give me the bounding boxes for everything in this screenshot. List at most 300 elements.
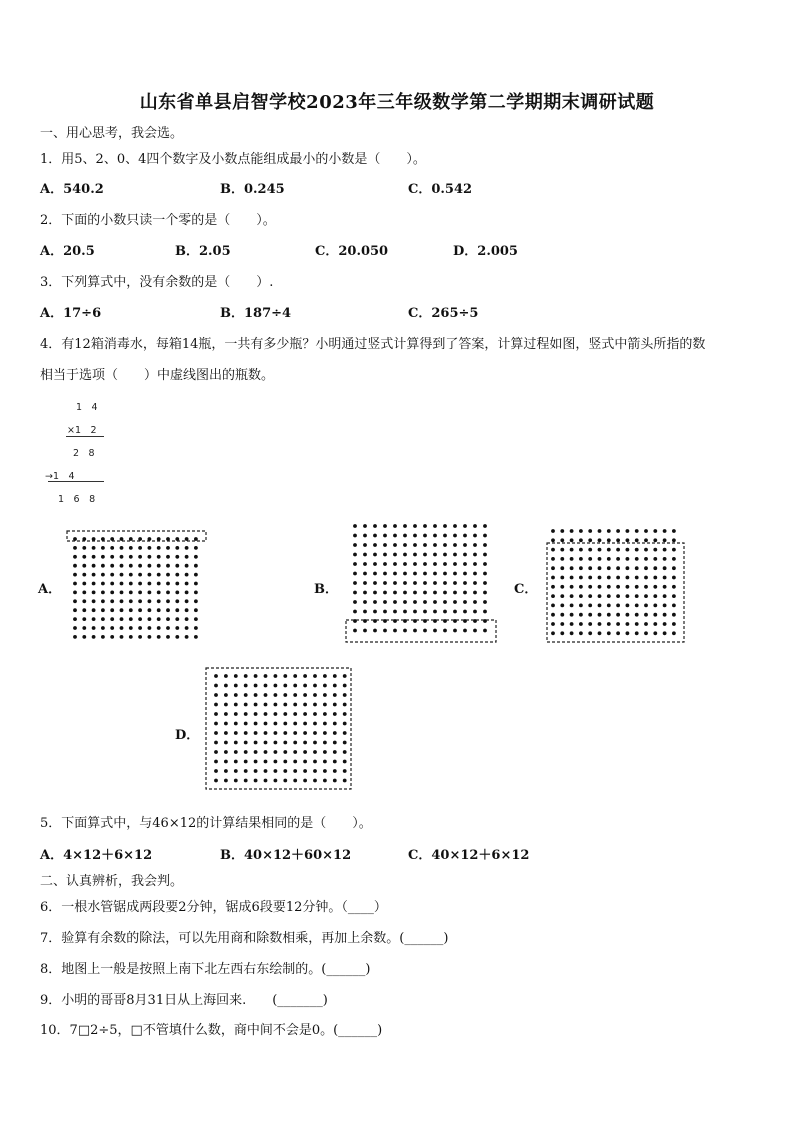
bottle-dot [92, 537, 96, 541]
bottle-dot [138, 546, 142, 550]
bottle-dot [672, 585, 676, 589]
bottle-dot [148, 591, 152, 595]
bottle-dot [120, 537, 124, 541]
dot-grid-b-svg [343, 520, 499, 646]
bottle-dot [598, 566, 602, 570]
bottle-dot [157, 537, 161, 541]
bottle-dot [92, 608, 96, 612]
bottle-dot [82, 546, 86, 550]
bottle-dot [363, 591, 367, 595]
bottle-dot [303, 674, 307, 678]
bottle-dot [254, 712, 258, 716]
bottle-dot [254, 684, 258, 688]
q5-option-a[interactable]: A．4×12＋6×12 [40, 848, 153, 863]
bottle-dot [343, 693, 347, 697]
bottle-dot [570, 622, 574, 626]
bottle-dot [443, 591, 447, 595]
bottle-dot [234, 674, 238, 678]
bottle-dot [588, 613, 592, 617]
dot-grid-option-a [66, 530, 208, 645]
bottle-dot [313, 693, 317, 697]
judge-question-10[interactable]: 10．7□2÷5，□不管填什么数，商中间不会是0。(______) [40, 1023, 383, 1038]
bottle-dot [598, 548, 602, 552]
q4-option-a[interactable]: A． [38, 582, 62, 597]
bottle-dot [175, 591, 179, 595]
bottle-dot [626, 557, 630, 561]
bottle-dot [194, 608, 198, 612]
bottle-dot [644, 557, 648, 561]
bottle-dot [579, 566, 583, 570]
bottle-dot [373, 562, 377, 566]
bottle-dot [264, 760, 268, 764]
bottle-dot [579, 548, 583, 552]
bottle-dot [483, 629, 487, 633]
bottle-dot [579, 604, 583, 608]
bottle-dot [101, 617, 105, 621]
bottle-dot [303, 703, 307, 707]
bottle-dot [274, 731, 278, 735]
bottle-dot [293, 750, 297, 754]
bottle-dot [254, 722, 258, 726]
bottle-dot [672, 566, 676, 570]
bottle-dot [185, 599, 189, 603]
bottle-dot [323, 750, 327, 754]
bottle-dot [185, 582, 189, 586]
bottle-dot [560, 585, 564, 589]
bottle-dot [120, 555, 124, 559]
bottle-dot [148, 564, 152, 568]
bottle-dot [663, 548, 667, 552]
calc-row-1: 1 4 [76, 402, 98, 413]
bottle-dot [551, 566, 555, 570]
q3-option-c[interactable]: C．265÷5 [408, 306, 479, 321]
bottle-dot [92, 591, 96, 595]
bottle-dot [551, 529, 555, 533]
bottle-dot [393, 543, 397, 547]
bottle-dot [616, 604, 620, 608]
bottle-dot [423, 572, 427, 576]
bottle-dot [483, 534, 487, 538]
bottle-dot [274, 693, 278, 697]
bottle-dot [214, 703, 218, 707]
bottle-dot [303, 760, 307, 764]
bottle-dot [453, 562, 457, 566]
bottle-dot [138, 582, 142, 586]
bottle-dot [653, 566, 657, 570]
bottle-dot [570, 631, 574, 635]
bottle-dot [570, 548, 574, 552]
bottle-dot [383, 562, 387, 566]
bottle-dot [644, 594, 648, 598]
bottle-dot [663, 594, 667, 598]
bottle-dot [148, 635, 152, 639]
bottle-dot [579, 631, 583, 635]
bottle-dot [101, 591, 105, 595]
bottle-dot [244, 760, 248, 764]
bottle-dot [244, 684, 248, 688]
bottle-dot [607, 622, 611, 626]
bottle-dot [283, 684, 287, 688]
bottle-dot [635, 566, 639, 570]
bottle-dot [653, 622, 657, 626]
q4-option-c[interactable]: C． [514, 582, 538, 597]
bottle-dot [383, 572, 387, 576]
q4-option-d[interactable]: D． [175, 728, 200, 743]
bottle-dot [393, 572, 397, 576]
bottle-dot [82, 573, 86, 577]
judge-question-6[interactable]: 6．一根水管锯成两段要2分钟，锯成6段要12分钟。（____） [40, 900, 387, 915]
bottle-dot [92, 546, 96, 550]
bottle-dot [274, 769, 278, 773]
bottle-dot [224, 760, 228, 764]
bottle-dot [644, 538, 648, 542]
bottle-dot [635, 613, 639, 617]
bottle-dot [403, 534, 407, 538]
bottle-dot [607, 557, 611, 561]
bottle-dot [293, 703, 297, 707]
bottle-dot [423, 524, 427, 528]
bottle-dot [323, 712, 327, 716]
bottle-dot [92, 626, 96, 630]
bottle-dot [138, 608, 142, 612]
bottle-dot [551, 594, 555, 598]
q3-option-a[interactable]: A．17÷6 [40, 306, 102, 321]
bottle-dot [433, 591, 437, 595]
bottle-dot [333, 684, 337, 688]
bottle-dot [101, 537, 105, 541]
bottle-dot [653, 548, 657, 552]
bottle-dot [138, 599, 142, 603]
bottle-dot [383, 600, 387, 604]
calc-rule-1 [66, 436, 104, 437]
bottle-dot [313, 712, 317, 716]
bottle-dot [138, 591, 142, 595]
bottle-dot [264, 712, 268, 716]
bottle-dot [283, 731, 287, 735]
q3-option-b[interactable]: B．187÷4 [220, 306, 292, 321]
judge-question-9[interactable]: 9．小明的哥哥8月31日从上海回来. (_______) [40, 993, 328, 1008]
bottle-dot [333, 769, 337, 773]
bottle-dot [598, 538, 602, 542]
bottle-dot [224, 750, 228, 754]
bottle-dot [166, 635, 170, 639]
bottle-dot [129, 564, 133, 568]
bottle-dot [214, 760, 218, 764]
bottle-dot [175, 599, 179, 603]
bottle-dot [254, 769, 258, 773]
bottle-dot [616, 622, 620, 626]
bottle-dot [463, 524, 467, 528]
bottle-dot [453, 629, 457, 633]
bottle-dot [653, 538, 657, 542]
bottle-dot [148, 555, 152, 559]
bottle-dot [283, 712, 287, 716]
bottle-dot [353, 572, 357, 576]
bottle-dot [157, 635, 161, 639]
bottle-dot [672, 557, 676, 561]
bottle-dot [244, 750, 248, 754]
bottle-dot [570, 576, 574, 580]
bottle-dot [663, 613, 667, 617]
bottle-dot [148, 573, 152, 577]
bottle-dot [663, 576, 667, 580]
bottle-dot [433, 524, 437, 528]
bottle-dot [120, 608, 124, 612]
bottle-dot [413, 581, 417, 585]
bottle-dot [363, 572, 367, 576]
bottle-dot [73, 626, 77, 630]
bottle-dot [383, 553, 387, 557]
bottle-dot [148, 582, 152, 586]
bottle-dot [443, 553, 447, 557]
bottle-dot [110, 573, 114, 577]
bottle-dot [264, 741, 268, 745]
bottle-dot [635, 604, 639, 608]
bottle-dot [598, 613, 602, 617]
bottle-dot [264, 750, 268, 754]
bottle-dot [224, 674, 228, 678]
bottle-dot [157, 555, 161, 559]
bottle-dot [157, 546, 161, 550]
q4-option-b[interactable]: B． [314, 582, 338, 597]
bottle-dot [82, 617, 86, 621]
bottle-dot [353, 543, 357, 547]
bottle-dot [185, 591, 189, 595]
bottle-dot [373, 600, 377, 604]
bottle-dot [254, 693, 258, 697]
bottle-dot [120, 546, 124, 550]
bottle-dot [672, 594, 676, 598]
bottle-dot [194, 573, 198, 577]
bottle-dot [175, 608, 179, 612]
bottle-dot [110, 555, 114, 559]
bottle-dot [579, 576, 583, 580]
q5-option-b[interactable]: B．40×12＋60×12 [220, 848, 352, 863]
bottle-dot [244, 674, 248, 678]
bottle-dot [373, 553, 377, 557]
bottle-dot [73, 555, 77, 559]
bottle-dot [598, 576, 602, 580]
bottle-dot [148, 537, 152, 541]
bottle-dot [92, 635, 96, 639]
bottle-dot [343, 750, 347, 754]
bottle-dot [303, 712, 307, 716]
bottle-dot [120, 591, 124, 595]
bottle-dot [323, 674, 327, 678]
bottle-dot [254, 750, 258, 754]
bottle-dot [353, 534, 357, 538]
bottle-dot [663, 538, 667, 542]
bottle-dot [626, 576, 630, 580]
bottle-dot [560, 576, 564, 580]
bottle-dot [570, 594, 574, 598]
bottle-dot [73, 537, 77, 541]
bottle-dot [483, 600, 487, 604]
bottle-dot [473, 553, 477, 557]
bottle-dot [423, 610, 427, 614]
bottle-dot [175, 635, 179, 639]
bottle-dot [73, 635, 77, 639]
bottle-dot [383, 534, 387, 538]
q5-option-c[interactable]: C．40×12＋6×12 [408, 848, 530, 863]
bottle-dot [82, 537, 86, 541]
bottle-dot [343, 741, 347, 745]
bottle-dot [393, 534, 397, 538]
bottle-dot [194, 555, 198, 559]
bottle-dot [274, 741, 278, 745]
bottle-dot [598, 585, 602, 589]
bottle-dot [663, 604, 667, 608]
bottle-dot [616, 529, 620, 533]
bottle-dot [110, 635, 114, 639]
bottle-dot [166, 591, 170, 595]
bottle-dot [343, 760, 347, 764]
bottle-dot [570, 585, 574, 589]
bottle-dot [353, 562, 357, 566]
q1-option-b[interactable]: B．0.245 [220, 182, 285, 197]
bottle-dot [283, 750, 287, 754]
bottle-dot [274, 760, 278, 764]
bottle-dot [92, 564, 96, 568]
bottle-dot [483, 543, 487, 547]
bottle-dot [157, 599, 161, 603]
bottle-dot [626, 613, 630, 617]
bottle-dot [110, 591, 114, 595]
bottle-dot [254, 674, 258, 678]
bottle-dot [234, 779, 238, 783]
bottle-dot [303, 779, 307, 783]
bottle-dot [234, 703, 238, 707]
bottle-dot [626, 631, 630, 635]
bottle-dot [616, 594, 620, 598]
bottle-dot [483, 581, 487, 585]
bottle-dot [73, 617, 77, 621]
bottle-dot [453, 524, 457, 528]
bottle-dot [82, 635, 86, 639]
bottle-dot [166, 564, 170, 568]
bottle-dot [433, 610, 437, 614]
bottle-dot [579, 594, 583, 598]
bottle-dot [333, 779, 337, 783]
bottle-dot [473, 543, 477, 547]
bottle-dot [313, 703, 317, 707]
bottle-dot [473, 629, 477, 633]
bottle-dot [626, 548, 630, 552]
bottle-dot [293, 693, 297, 697]
bottle-dot [588, 566, 592, 570]
bottle-dot [323, 741, 327, 745]
bottle-dot [373, 572, 377, 576]
bottle-dot [353, 610, 357, 614]
bottle-dot [303, 769, 307, 773]
bottle-dot [635, 594, 639, 598]
q2-option-d[interactable]: D．2.005 [453, 244, 518, 259]
bottle-dot [616, 631, 620, 635]
bottle-dot [607, 594, 611, 598]
bottle-dot [120, 573, 124, 577]
bottle-dot [110, 546, 114, 550]
bottle-dot [110, 537, 114, 541]
calc-row-5: 1 6 8 [58, 494, 96, 505]
bottle-dot [672, 604, 676, 608]
bottle-dot [570, 538, 574, 542]
bottle-dot [570, 566, 574, 570]
bottle-dot [373, 524, 377, 528]
q2-option-a[interactable]: A．20.5 [40, 244, 95, 259]
bottle-dot [570, 557, 574, 561]
bottle-dot [373, 543, 377, 547]
bottle-dot [175, 573, 179, 577]
bottle-dot [303, 750, 307, 754]
bottle-dot [453, 600, 457, 604]
bottle-dot [473, 572, 477, 576]
bottle-dot [483, 524, 487, 528]
bottle-dot [175, 626, 179, 630]
bottle-dot [254, 779, 258, 783]
bottle-dot [234, 760, 238, 764]
bottle-dot [635, 548, 639, 552]
bottle-dot [224, 693, 228, 697]
bottle-dot [274, 722, 278, 726]
bottle-dot [644, 585, 648, 589]
bottle-dot [403, 610, 407, 614]
bottle-dot [551, 538, 555, 542]
calc-row-3: 2 8 [73, 448, 95, 459]
bottle-dot [138, 555, 142, 559]
bottle-dot [92, 599, 96, 603]
bottle-dot [672, 538, 676, 542]
bottle-dot [224, 779, 228, 783]
bottle-dot [234, 712, 238, 716]
bottle-dot [363, 553, 367, 557]
calc-row-2: ×1 2 [67, 425, 97, 436]
bottle-dot [313, 779, 317, 783]
bottle-dot [303, 741, 307, 745]
bottle-dot [185, 635, 189, 639]
q1-option-c[interactable]: C．0.542 [408, 182, 473, 197]
q2-option-c[interactable]: C．20.050 [315, 244, 389, 259]
bottle-dot [303, 722, 307, 726]
bottle-dot [644, 604, 648, 608]
q1-option-a[interactable]: A．540.2 [40, 182, 104, 197]
bottle-dot [353, 591, 357, 595]
bottle-dot [120, 582, 124, 586]
bottle-dot [443, 524, 447, 528]
bottle-dot [663, 622, 667, 626]
bottle-dot [129, 555, 133, 559]
bottle-dot [644, 622, 648, 626]
bottle-dot [73, 546, 77, 550]
bottle-dot [343, 684, 347, 688]
bottle-dot [185, 626, 189, 630]
bottle-dot [393, 600, 397, 604]
judge-question-7[interactable]: 7．验算有余数的除法，可以先用商和除数相乘，再加上余数。(______) [40, 931, 449, 946]
bottle-dot [579, 538, 583, 542]
bottle-dot [185, 608, 189, 612]
bottle-dot [560, 622, 564, 626]
bottle-dot [588, 557, 592, 561]
q2-option-b[interactable]: B．2.05 [175, 244, 231, 259]
bottle-dot [110, 617, 114, 621]
bottle-dot [463, 572, 467, 576]
judge-question-8[interactable]: 8．地图上一般是按照上南下北左西右东绘制的。(______) [40, 962, 371, 977]
bottle-dot [551, 585, 555, 589]
bottle-dot [413, 629, 417, 633]
bottle-dot [616, 538, 620, 542]
bottle-dot [214, 741, 218, 745]
bottle-dot [120, 617, 124, 621]
bottle-dot [129, 599, 133, 603]
